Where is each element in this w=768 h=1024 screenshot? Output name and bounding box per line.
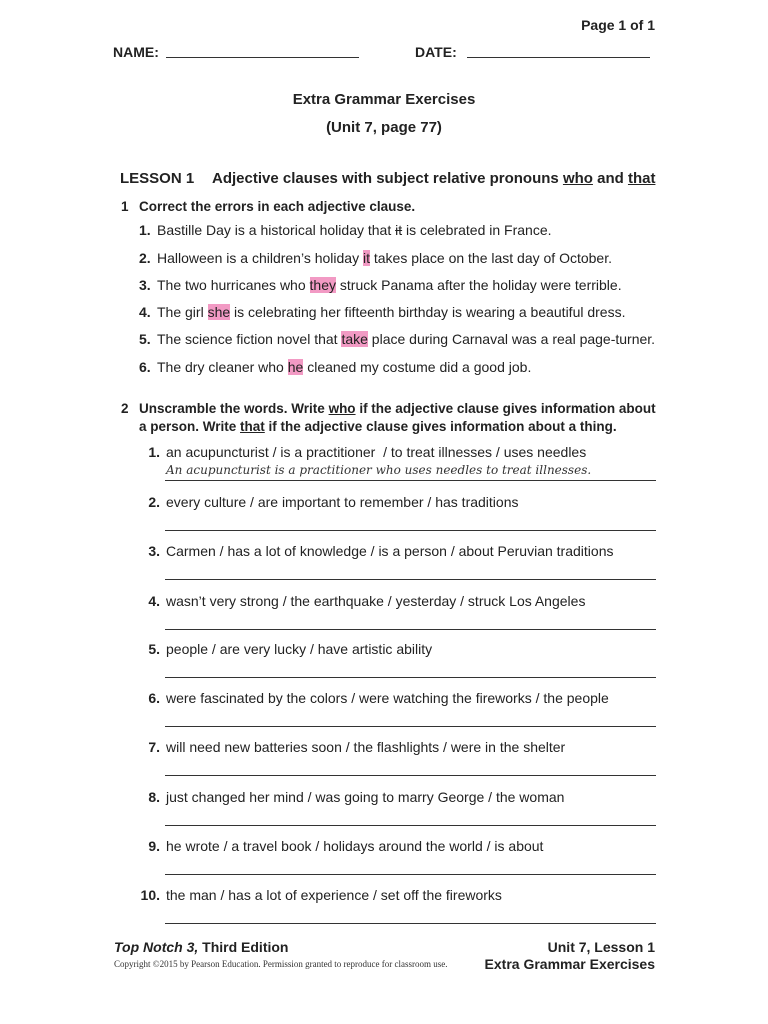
item-number: 8.	[148, 789, 160, 805]
scrambled-words: Carmen / has a lot of knowledge / is a person / about Peruvian traditions	[166, 543, 614, 559]
scrambled-words: an acupuncturist / is a practitioner / to treat illnesses / uses needles	[166, 444, 587, 460]
answer-line[interactable]	[165, 677, 656, 678]
highlighted-error: take	[341, 331, 368, 347]
book-name: Top Notch 3,	[114, 939, 199, 955]
unscramble-item	[140, 494, 518, 510]
section2-number: 2	[121, 401, 129, 416]
unscramble-item	[140, 789, 564, 805]
unscramble-item	[140, 838, 543, 854]
instr-text: a person. Write	[139, 419, 241, 434]
item-number: 1.	[148, 444, 160, 460]
item-number: 4.	[148, 593, 160, 609]
highlighted-error: they	[309, 277, 336, 293]
item-text: place during Carnaval was a real page-turner.	[367, 331, 656, 347]
instr-text: if the adjective clause gives information about	[355, 401, 656, 416]
lesson-that: that	[627, 170, 656, 187]
section2-instruction-line2	[139, 419, 617, 434]
scrambled-words: the man / has a lot of experience / set off the fireworks	[166, 887, 502, 903]
item-number: 9.	[148, 838, 160, 854]
section1-number: 1	[121, 199, 129, 214]
name-line	[166, 43, 359, 58]
answer-line[interactable]	[165, 726, 656, 727]
lesson-topic: Adjective clauses with subject relative pronouns	[211, 170, 559, 187]
answer-line[interactable]	[165, 629, 656, 630]
unscramble-item	[140, 887, 502, 903]
worksheet-subtitle: (Unit 7, page 77)	[326, 119, 442, 136]
answer-line[interactable]	[165, 825, 656, 826]
highlighted-error: it	[362, 250, 370, 266]
scrambled-words: were fascinated by the colors / were watching the fireworks / the people	[166, 690, 609, 706]
date-line	[467, 43, 650, 58]
item-text: is celebrating her fifteenth birthday is wearing a beautiful dress.	[230, 304, 626, 320]
instr-who: who	[328, 401, 356, 416]
item-number: 7.	[148, 739, 160, 755]
struck-word: it	[395, 222, 403, 238]
answer-line[interactable]	[165, 874, 656, 875]
copyright: Copyright ©2015 by Pearson Education. Permission granted to reproduce for classroom use.	[114, 959, 448, 969]
item-number: 1.	[139, 222, 151, 238]
item-text: takes place on the last day of October.	[369, 250, 613, 266]
footer-unit: Unit 7, Lesson 1	[547, 939, 655, 955]
unscramble-item	[140, 593, 585, 609]
lesson-who: who	[562, 170, 593, 187]
item-text: The two hurricanes who	[157, 277, 310, 293]
item-text: Bastille Day is a historical holiday that	[157, 222, 396, 238]
instr-that: that	[240, 419, 265, 434]
unscramble-item	[140, 739, 565, 755]
item-text: The girl	[157, 304, 208, 320]
answer-line[interactable]	[165, 775, 656, 776]
item-text: cleaned my costume did a good job.	[303, 359, 532, 375]
item-text: The science fiction novel that	[157, 331, 342, 347]
item-number: 3.	[148, 543, 160, 559]
unscramble-item	[140, 543, 613, 559]
section2-instruction-line1	[139, 401, 656, 416]
item-number: 2.	[148, 494, 160, 510]
correction-item	[139, 222, 552, 238]
section1-instruction: Correct the errors in each adjective clause.	[139, 199, 416, 214]
date-label: DATE:	[415, 44, 457, 60]
answer-line[interactable]	[165, 923, 656, 924]
scrambled-words: just changed her mind / was going to marry George / the woman	[166, 789, 565, 805]
correction-item	[139, 331, 655, 347]
footer-exercises: Extra Grammar Exercises	[484, 956, 655, 972]
item-text: Halloween is a children’s holiday	[157, 250, 363, 266]
answer-line[interactable]	[165, 579, 656, 580]
item-number: 4.	[139, 304, 151, 320]
item-text: struck Panama after the holiday were terrible.	[336, 277, 622, 293]
instr-text: Unscramble the words. Write	[139, 401, 329, 416]
lesson-label: LESSON 1	[120, 170, 195, 187]
item-number: 2.	[139, 250, 151, 266]
name-label: NAME:	[113, 44, 159, 60]
scrambled-words: people / are very lucky / have artistic ability	[166, 641, 433, 657]
item-number: 6.	[139, 359, 151, 375]
lesson-heading	[120, 170, 655, 187]
scrambled-words: he wrote / a travel book / holidays around the world / is about	[166, 838, 544, 854]
item-number: 3.	[139, 277, 151, 293]
unscramble-item	[140, 444, 586, 460]
item-text: The dry cleaner who	[157, 359, 288, 375]
book-edition: Third Edition	[198, 939, 289, 955]
item-text: is celebrated in France.	[402, 222, 552, 238]
page-number: Page 1 of 1	[581, 17, 655, 33]
item-number: 5.	[148, 641, 160, 657]
correction-item	[139, 359, 531, 375]
item-number: 10.	[140, 887, 160, 903]
correction-item	[139, 304, 626, 320]
unscramble-item	[140, 690, 609, 706]
unscramble-item	[140, 641, 432, 657]
scrambled-words: wasn’t very strong / the earthquake / yesterday / struck Los Angeles	[166, 593, 586, 609]
correction-item	[139, 277, 622, 293]
highlighted-error: he	[287, 359, 304, 375]
item-number: 5.	[139, 331, 151, 347]
handwritten-answer: An acupuncturist is a practitioner who uses needles to treat illnesses.	[166, 463, 592, 477]
answer-line[interactable]	[165, 480, 656, 481]
instr-text: if the adjective clause gives information about a thing.	[264, 419, 617, 434]
item-number: 6.	[148, 690, 160, 706]
highlighted-error: she	[207, 304, 231, 320]
answer-line[interactable]	[165, 530, 656, 531]
scrambled-words: will need new batteries soon / the flashlights / were in the shelter	[166, 739, 566, 755]
correction-item	[139, 250, 612, 266]
scrambled-words: every culture / are important to remember / has traditions	[166, 494, 519, 510]
lesson-and: and	[597, 170, 624, 187]
worksheet-title: Extra Grammar Exercises	[292, 91, 476, 108]
